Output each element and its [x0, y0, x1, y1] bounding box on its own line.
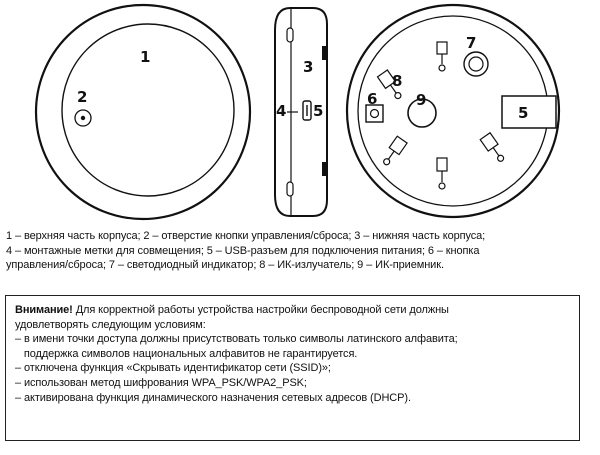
notice-box [5, 295, 580, 441]
callout-3: 3 [303, 58, 314, 76]
mounting-post-top [437, 42, 447, 71]
mounting-post-bottom [437, 158, 447, 189]
notice-heading: Внимание! [15, 304, 73, 316]
top-view [36, 5, 250, 219]
legend-line: 4 – монтажные метки для совмещения; 5 – USB-разъем для подключения питания; 6 – кнопка [6, 244, 480, 257]
notice-item: – активирована функция динамического назначения сетевых адресов (DHCP). [15, 391, 411, 404]
notice-intro-line2: удовлетворять следующим условиям: [15, 318, 206, 331]
callout-4: 4 [276, 102, 287, 120]
legend [6, 229, 596, 273]
callout-6: 6 [367, 90, 378, 108]
callout-8: 8 [392, 72, 403, 90]
device-diagram [0, 0, 600, 222]
callout-9: 9 [416, 91, 427, 109]
callout-7: 7 [466, 34, 477, 52]
callout-5-bottom: 5 [518, 104, 529, 122]
callout-1: 1 [140, 48, 151, 66]
notice-intro-text: Для корректной работы устройства настройки беспроводной сети должны [72, 304, 449, 316]
led-icon [464, 52, 488, 76]
legend-line: 1 – верхняя часть корпуса; 2 – отверстие кнопки управления/сброса; 3 – нижняя часть корпуса; [6, 230, 486, 242]
notice-item: – в имени точки доступа должны присутствовать только символы латинского алфавита; [15, 333, 458, 346]
mounting-post-right [480, 133, 507, 164]
callout-2: 2 [77, 88, 88, 106]
notice-intro [15, 303, 579, 318]
callout-5-side: 5 [313, 102, 324, 120]
notice-item: – использован метод шифрования WPA_PSK/WPA2_PSK; [15, 376, 307, 389]
legend-line: управления/сброса; 7 – светодиодный индикатор; 8 – ИК-излучатель; 9 – ИК-приемник. [6, 259, 444, 271]
notice-item-cont: поддержка символов национальных алфавитов не гарантируется. [15, 347, 358, 360]
mounting-post-left [380, 136, 407, 167]
notice-item: – отключена функция «Скрывать идентификатор сети (SSID)»; [15, 362, 331, 375]
